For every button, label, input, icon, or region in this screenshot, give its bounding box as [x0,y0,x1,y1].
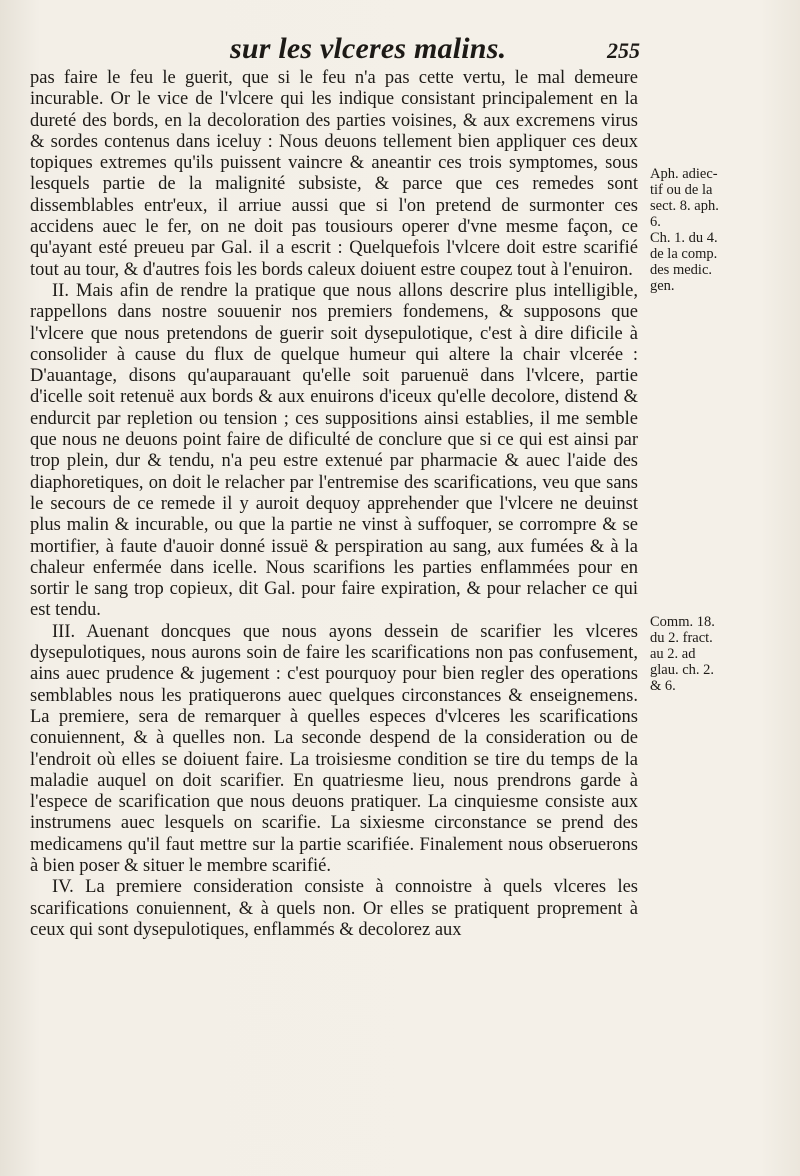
margin-note-line: 6. [650,214,661,230]
margin-note-line: tif ou de la [650,182,713,198]
main-text [30,68,638,941]
page-header [60,26,640,66]
margin-note-line: du 2. fract. [650,630,713,646]
margin-note-line: Aph. adiec- [650,166,718,182]
margin-note-line: glau. ch. 2. [650,662,715,678]
margin-note-line: Ch. 1. du 4. [650,230,718,246]
margin-note-line: des medic. [650,262,713,278]
margin-note-2 [650,614,750,694]
paragraph-3: III. Auenant doncques que nous ayons dessein de scarifier les vlceres dysepulotiques, nous aurons soin de faire les scarifications non pas confusement, ains auec prudence & jugement : c'est pourquoy pour bien regler des operations semblables nous les pratiquerons auec quelques circonstances & enseignemens. La premiere, sera de remarquer à quelles especes d'vlceres les scarifications conuiennent, & à quelles non. La seconde despend de la consideration ou de l'endroit où elles se doiuent faire. La troisiesme condition se tire du temps de la maladie auquel on doit scarifier. En quatriesme lieu, nous prendrons garde à l'espece de scarification que nous deuons pratiquer. La cinquiesme consiste aux instrumens auec lesquels on scarifie. La sixiesme circonstance se prend des medicamens qu'il faut mettre sur la partie scarifiée. Finalement nous obseruerons à bien poser & situer le membre scarifié. [30,621,638,876]
running-title: sur les vlceres malins. [230,32,507,65]
paragraph-2: II. Mais afin de rendre la pratique que nous allons descrire plus intelligible, rappellons dans nostre souuenir nos premiers fondemens, & supposons que l'vlcere que nous pretendons de guerir soit dysepulotique, c'est à dire dificile à consolider à cause du flux de quelque humeur qui altere la chair vlcerée : D'auantage, disons qu'auparauant qu'elle soit paruenuë dans l'vlcere, partie d'icelle soit retenuë aux bords & aux enuirons d'iceux qu'elle decolore, distend & endurcit par repletion ou tension ; ces suppositions ainsi establies, il me semble que nous ne deuons point faire de dificulté de conclure que si ce qui est ainsi par trop plein, dur & tendu, n'a peu estre extenué par pharmacie & auec l'aide des diaphoretiques, on doit le relacher par l'entremise des scarifications, veu que sans le secours de ce remede il y auroit dequoy apprehender que l'vlcere ne deuinst plus malin & incurable, ou que la partie ne vinst à suffoquer, se corrompre & se mortifier, à faute d'auoir donné issuë & perspiration au sang, aux fumées & à la chaleur enfermée dans icelle. Nous scarifions les parties enflammées pour en sortir le sang trop copieux, dit Gal. pour faire expiration, & pour relacher ce qui est tendu. [30,280,638,621]
margin-note-line: gen. [650,278,675,294]
margin-note-line: Comm. 18. [650,614,715,630]
paragraph-4: IV. La premiere consideration consiste à connoistre à quels vlceres les scarifications conuiennent, & à quels non. Or elles se pratiquent proprement à ceux qui sont dysepulotiques, enflammés & decolorez aux [30,877,638,940]
margin-note-line: de la comp. [650,246,718,262]
margin-note-line: sect. 8. aph. [650,198,719,214]
margin-note-line: au 2. ad [650,646,696,662]
paragraph-1: pas faire le feu le guerit, que si le feu n'a pas cette vertu, le mal demeure incurable. Or le vice de l'vlcere qui les indique consistant principalement en la dureté des bords, en la decoloration des parties voisines, & aux excremens virus & sordes contenus dans iceluy : Nous deuons tellement bien appliquer ces deux topiques extremes qu'ils puissent vaincre & aneantir ces trois symptomes, sous lesquels partie de la malignité subsiste, & parce que ces remedes sont dissemblables entr'eux, il arriue aussi que si l'on pretend de surmonter ces accidens auec le fer, on ne doit pas tousiours operer d'vne mesme façon, ce qu'ayant esté preueu par Gal. il a escrit : Quelquefois l'vlcere doit estre scarifié tout au tour, & d'autres fois les bords caleux doiuent estre coupez tout à l'enuiron. [30,68,638,280]
page-number: 255 [607,38,640,63]
margin-note-1 [650,166,750,294]
margin-note-line: & 6. [650,678,676,694]
